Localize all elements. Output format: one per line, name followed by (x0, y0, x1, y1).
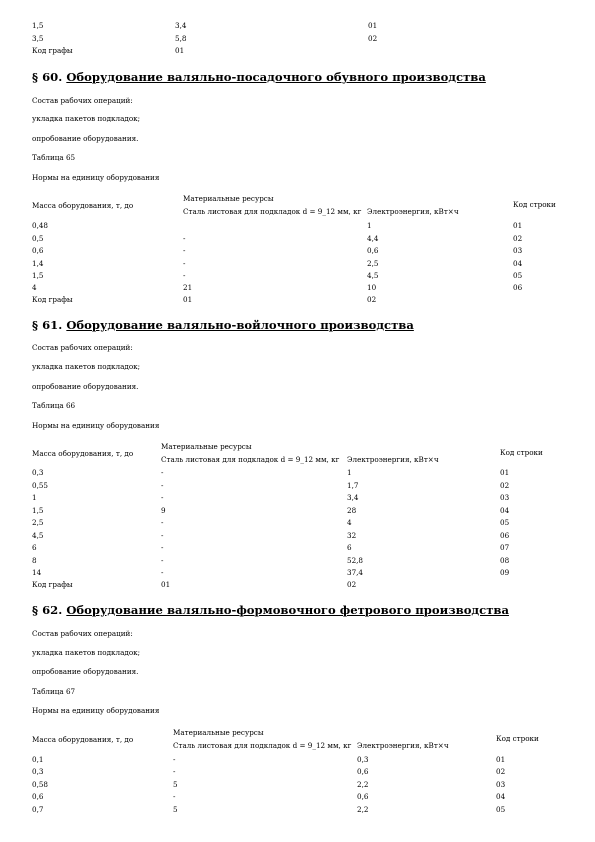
cell-energy: 0,6 (357, 767, 369, 776)
cell-code: 06 (513, 283, 523, 292)
cell-energy: 1 (367, 221, 372, 230)
cell-steel: - (161, 531, 164, 540)
cell-code: 05 (513, 271, 523, 280)
code-steel: 01 (183, 295, 193, 304)
cell-steel: 5 (173, 805, 178, 814)
top-row-2-col-2: 5,8 (175, 34, 187, 43)
top-row-2-col-3: 02 (368, 34, 378, 43)
cell-mass: 0,5 (32, 234, 44, 243)
cell-steel: - (173, 792, 176, 801)
code-energy: 02 (347, 580, 357, 589)
cell-code: 03 (500, 493, 510, 502)
cell-steel: - (183, 271, 186, 280)
cell-steel: - (161, 468, 164, 477)
cell-code: 08 (500, 556, 510, 565)
cell-steel: - (161, 568, 164, 577)
top-row-1-col-2: 3,4 (175, 21, 187, 30)
operation-item: опробование оборудования. (32, 382, 139, 391)
top-row-2-col-1: 3,5 (32, 34, 44, 43)
cell-code: 04 (496, 792, 506, 801)
cell-mass: 0,58 (32, 780, 49, 789)
cell-steel: - (173, 755, 176, 764)
header-mass: Масса оборудования, т, до (32, 201, 134, 210)
section-heading (32, 603, 509, 617)
cell-mass: 0,3 (32, 468, 44, 477)
cell-mass: 1,5 (32, 271, 44, 280)
cell-mass: 0,6 (32, 792, 44, 801)
section-title: Оборудование валяльно-формовочного фетрового производства (66, 603, 509, 617)
norm-label: Нормы на единицу оборудования (32, 421, 160, 430)
cell-steel: - (161, 493, 164, 502)
cell-steel: - (161, 518, 164, 527)
header-resources: Материальные ресурсы (173, 728, 264, 737)
cell-energy: 1,7 (347, 481, 359, 490)
cell-energy: 4 (347, 518, 352, 527)
cell-code: 03 (496, 780, 506, 789)
header-steel: Сталь листовая для подкладок d = 9_12 мм, кг (173, 741, 352, 750)
cell-code: 04 (513, 259, 523, 268)
cell-mass: 1,5 (32, 506, 44, 515)
operations-title: Состав рабочих операций: (32, 96, 133, 105)
cell-code: 02 (500, 481, 510, 490)
cell-code: 05 (500, 518, 510, 527)
cell-mass: 14 (32, 568, 42, 577)
cell-mass: 0,1 (32, 755, 44, 764)
code-label: Код графы (32, 295, 73, 304)
cell-energy: 0,3 (357, 755, 369, 764)
cell-code: 05 (496, 805, 506, 814)
cell-mass: 0,48 (32, 221, 49, 230)
cell-mass: 1,4 (32, 259, 44, 268)
cell-steel: - (161, 556, 164, 565)
top-code-label: Код графы (32, 46, 73, 55)
header-steel: Сталь листовая для подкладок d = 9_12 мм, кг (183, 207, 362, 216)
cell-code: 02 (496, 767, 506, 776)
operation-item: укладка пакетов подкладок; (32, 362, 141, 371)
header-code: Код строки (496, 734, 539, 743)
cell-code: 01 (496, 755, 506, 764)
section-title: Оборудование валяльно-войлочного производства (66, 318, 414, 332)
header-resources: Материальные ресурсы (161, 442, 252, 451)
cell-energy: 4,5 (367, 271, 379, 280)
cell-energy: 2,2 (357, 805, 369, 814)
header-resources: Материальные ресурсы (183, 194, 274, 203)
header-code: Код строки (500, 448, 543, 457)
top-row-1-col-3: 01 (368, 21, 378, 30)
cell-energy: 28 (347, 506, 357, 515)
cell-code: 07 (500, 543, 510, 552)
cell-mass: 0,55 (32, 481, 49, 490)
cell-energy: 6 (347, 543, 352, 552)
operations-title: Состав рабочих операций: (32, 343, 133, 352)
cell-code: 04 (500, 506, 510, 515)
cell-energy: 1 (347, 468, 352, 477)
cell-mass: 4,5 (32, 531, 44, 540)
cell-steel: - (161, 543, 164, 552)
section-sign: § 61. (32, 318, 63, 332)
cell-energy: 52,8 (347, 556, 364, 565)
cell-steel: - (183, 246, 186, 255)
section-heading (32, 70, 486, 84)
header-energy: Электроэнергия, кВт×ч (357, 741, 449, 750)
cell-energy: 4,4 (367, 234, 379, 243)
cell-steel: - (161, 481, 164, 490)
cell-mass: 2,5 (32, 518, 44, 527)
cell-code: 02 (513, 234, 523, 243)
code-steel: 01 (161, 580, 171, 589)
cell-steel: - (183, 259, 186, 268)
cell-mass: 6 (32, 543, 37, 552)
code-energy: 02 (367, 295, 377, 304)
section-sign: § 60. (32, 70, 63, 84)
cell-energy: 3,4 (347, 493, 359, 502)
top-code-value: 01 (175, 46, 185, 55)
table-label: Таблица 67 (32, 687, 76, 696)
section-sign: § 62. (32, 603, 63, 617)
operation-item: укладка пакетов подкладок; (32, 114, 141, 123)
cell-code: 06 (500, 531, 510, 540)
cell-steel: 9 (161, 506, 166, 515)
cell-mass: 0,7 (32, 805, 44, 814)
header-energy: Электроэнергия, кВт×ч (347, 455, 439, 464)
cell-mass: 0,6 (32, 246, 44, 255)
header-code: Код строки (513, 200, 556, 209)
cell-code: 03 (513, 246, 523, 255)
operations-title: Состав рабочих операций: (32, 629, 133, 638)
cell-energy: 2,2 (357, 780, 369, 789)
header-mass: Масса оборудования, т, до (32, 449, 134, 458)
cell-code: 01 (513, 221, 523, 230)
cell-energy: 37,4 (347, 568, 364, 577)
header-mass: Масса оборудования, т, до (32, 735, 134, 744)
header-steel: Сталь листовая для подкладок d = 9_12 мм, кг (161, 455, 340, 464)
cell-energy: 2,5 (367, 259, 379, 268)
cell-steel: 21 (183, 283, 193, 292)
norm-label: Нормы на единицу оборудования (32, 706, 160, 715)
operation-item: опробование оборудования. (32, 667, 139, 676)
cell-energy: 0,6 (357, 792, 369, 801)
cell-code: 01 (500, 468, 510, 477)
cell-steel: 5 (173, 780, 178, 789)
cell-mass: 4 (32, 283, 37, 292)
section-heading (32, 318, 414, 332)
cell-energy: 0,6 (367, 246, 379, 255)
cell-energy: 32 (347, 531, 357, 540)
section-title: Оборудование валяльно-посадочного обувного производства (66, 70, 486, 84)
norm-label: Нормы на единицу оборудования (32, 173, 160, 182)
code-label: Код графы (32, 580, 73, 589)
cell-mass: 1 (32, 493, 37, 502)
cell-steel: - (183, 234, 186, 243)
operation-item: опробование оборудования. (32, 134, 139, 143)
header-energy: Электроэнергия, кВт×ч (367, 207, 459, 216)
table-label: Таблица 65 (32, 153, 76, 162)
cell-mass: 0,3 (32, 767, 44, 776)
top-row-1-col-1: 1,5 (32, 21, 44, 30)
cell-steel: - (173, 767, 176, 776)
cell-code: 09 (500, 568, 510, 577)
cell-mass: 8 (32, 556, 37, 565)
table-label: Таблица 66 (32, 401, 76, 410)
operation-item: укладка пакетов подкладок; (32, 648, 141, 657)
cell-energy: 10 (367, 283, 377, 292)
